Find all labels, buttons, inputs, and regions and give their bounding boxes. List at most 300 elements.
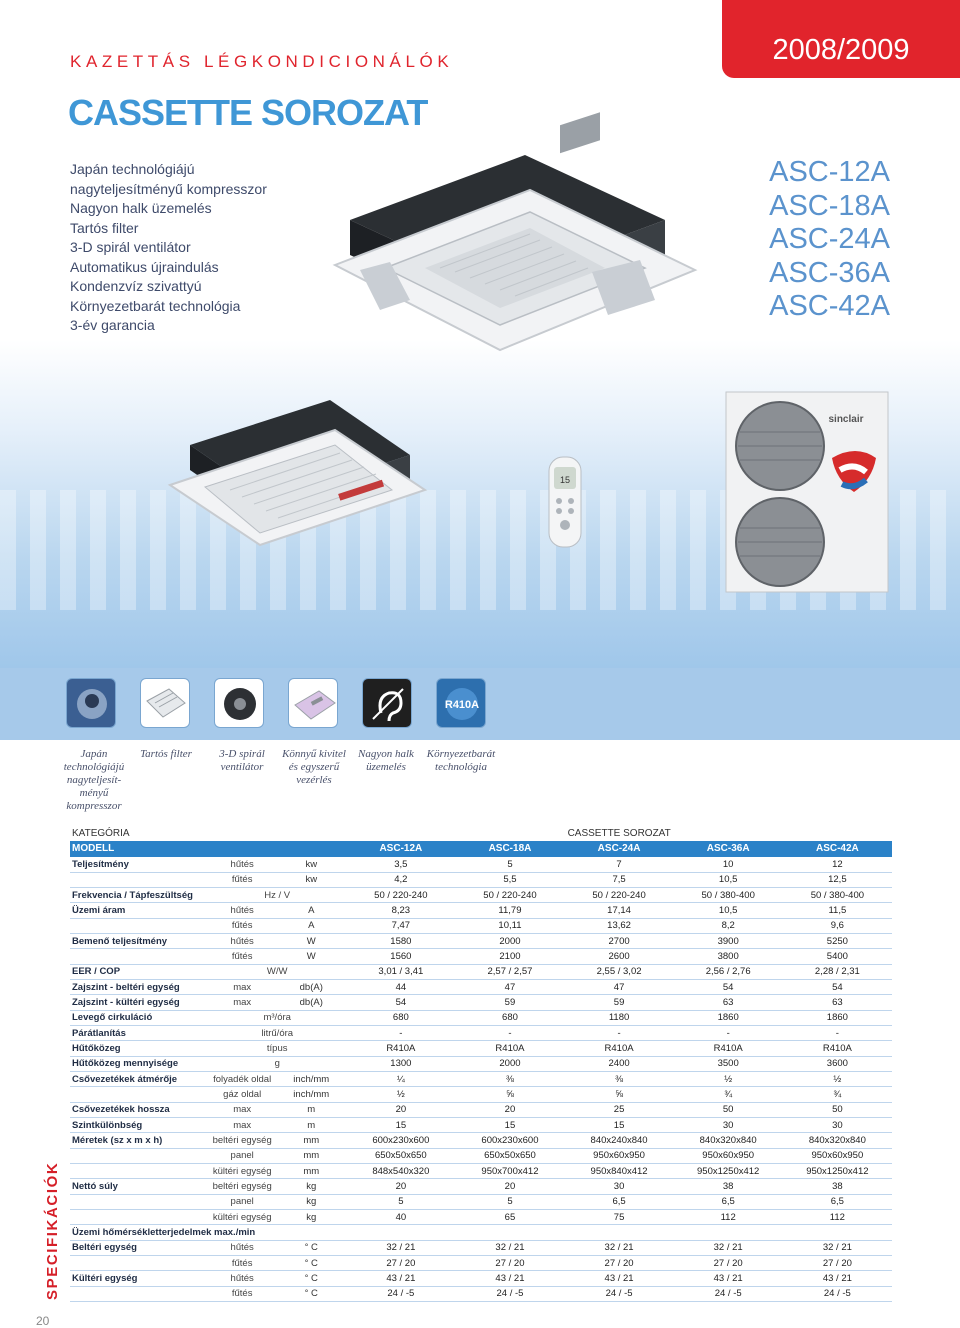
row-unit: m xyxy=(276,1102,346,1117)
row-label: Beltéri egység xyxy=(70,1240,208,1255)
row-label: Zajszint - beltéri egység xyxy=(70,979,208,994)
table-cell: 10 xyxy=(674,857,783,872)
table-cell: 2,56 / 2,76 xyxy=(674,964,783,979)
quiet-icon xyxy=(362,678,412,728)
table-cell: 20 xyxy=(455,1102,564,1117)
row-label xyxy=(70,1148,208,1163)
filter-icon xyxy=(140,678,190,728)
table-cell: 63 xyxy=(674,995,783,1010)
table-cell: 24 / -5 xyxy=(346,1286,455,1301)
feature-caption: Japán technológiájú nagyteljesít-ményű kompresszor xyxy=(63,748,125,812)
row-unit: kw xyxy=(276,857,346,872)
table-cell: 27 / 20 xyxy=(346,1256,455,1271)
row-label: Párátlanítás xyxy=(70,1025,208,1040)
row-sublabel: max xyxy=(208,995,276,1010)
feature-item: Környezetbarát technológia xyxy=(70,297,241,314)
table-cell: 59 xyxy=(565,995,674,1010)
table-cell: 50 / 380-400 xyxy=(783,887,892,902)
table-cell: 5400 xyxy=(783,949,892,964)
table-cell: 54 xyxy=(346,995,455,1010)
feature-list xyxy=(70,160,267,336)
category-label: KATEGÓRIA xyxy=(72,828,130,840)
row-sublabel: hűtés xyxy=(208,1271,276,1286)
table-cell: 5250 xyxy=(783,933,892,948)
table-cell: 44 xyxy=(346,979,455,994)
row-sublabel: gáz oldal xyxy=(208,1087,276,1102)
row-label: Méretek (sz x m x h) xyxy=(70,1133,208,1148)
row-unit: db(A) xyxy=(276,995,346,1010)
row-sublabel: panel xyxy=(208,1194,276,1209)
table-cell: R410A xyxy=(783,1041,892,1056)
table-cell: 950x700x412 xyxy=(455,1164,564,1179)
table-row xyxy=(70,1225,892,1240)
row-unit: ° C xyxy=(276,1256,346,1271)
table-cell: 950x60x950 xyxy=(783,1148,892,1163)
table-cell: 650x50x650 xyxy=(455,1148,564,1163)
row-unit: kg xyxy=(276,1210,346,1225)
table-cell: R410A xyxy=(565,1041,674,1056)
row-label xyxy=(70,949,208,964)
row-unit: ° C xyxy=(276,1286,346,1301)
table-cell: 27 / 20 xyxy=(455,1256,564,1271)
table-cell: 59 xyxy=(455,995,564,1010)
model-item: ASC-42A xyxy=(769,290,890,322)
row-unit xyxy=(276,1225,346,1240)
table-cell: 20 xyxy=(455,1179,564,1194)
table-cell: 30 xyxy=(783,1118,892,1133)
table-cell: 20 xyxy=(346,1102,455,1117)
table-cell: 43 / 21 xyxy=(346,1271,455,1286)
row-label xyxy=(70,1194,208,1209)
row-label: Üzemi hőmérsékletterjedelmek max./min xyxy=(70,1225,208,1240)
table-row xyxy=(70,1194,892,1209)
row-label: Levegő cirkuláció xyxy=(70,1010,208,1025)
row-label: Üzemi áram xyxy=(70,903,208,918)
feature-item: Kondenzvíz szivattyú xyxy=(70,278,202,294)
table-cell xyxy=(565,1225,674,1240)
row-sublabel: max xyxy=(208,979,276,994)
table-cell: 5,5 xyxy=(455,872,564,887)
table-cell: 680 xyxy=(346,1010,455,1025)
row-sublabel: beltéri egység xyxy=(208,1179,276,1194)
cassette-unit-large-image xyxy=(330,150,700,400)
row-label: Szintkülönbség xyxy=(70,1118,208,1133)
table-cell: 2400 xyxy=(565,1056,674,1071)
row-label: Kültéri egység xyxy=(70,1271,208,1286)
feature-caption: Könnyű kivitel és egyszerű vezérlés xyxy=(282,748,346,786)
table-cell: - xyxy=(455,1025,564,1040)
table-cell: 1300 xyxy=(346,1056,455,1071)
row-sublabel: fűtés xyxy=(208,949,276,964)
table-cell: 65 xyxy=(455,1210,564,1225)
table-cell: 112 xyxy=(783,1210,892,1225)
series-label: CASSETTE SOROZAT xyxy=(567,828,671,840)
table-cell xyxy=(346,1225,455,1240)
table-row xyxy=(70,1286,892,1301)
table-cell: 6,5 xyxy=(565,1194,674,1209)
table-row xyxy=(70,1041,892,1056)
table-cell: 30 xyxy=(674,1118,783,1133)
row-unit: mm xyxy=(276,1148,346,1163)
table-cell: 7,5 xyxy=(565,872,674,887)
row-sublabel: fűtés xyxy=(208,1256,276,1271)
table-cell: 8,2 xyxy=(674,918,783,933)
table-cell: 54 xyxy=(783,979,892,994)
row-label: Teljesítmény xyxy=(70,857,208,872)
table-cell: 680 xyxy=(455,1010,564,1025)
table-cell: 950x1250x412 xyxy=(783,1164,892,1179)
table-cell: 950x840x412 xyxy=(565,1164,674,1179)
table-row xyxy=(70,1148,892,1163)
table-cell xyxy=(783,1225,892,1240)
table-cell: 3800 xyxy=(674,949,783,964)
table-cell: 63 xyxy=(783,995,892,1010)
table-row xyxy=(70,1179,892,1194)
table-cell: 3900 xyxy=(674,933,783,948)
row-label xyxy=(70,1256,208,1271)
table-cell: 600x230x600 xyxy=(455,1133,564,1148)
table-cell: 6,5 xyxy=(674,1194,783,1209)
row-sublabel: g xyxy=(208,1056,346,1071)
spec-table xyxy=(70,826,892,1302)
table-cell: 27 / 20 xyxy=(783,1256,892,1271)
table-cell: 24 / -5 xyxy=(455,1286,564,1301)
table-row xyxy=(70,1118,892,1133)
table-cell: 10,5 xyxy=(674,903,783,918)
table-cell: 25 xyxy=(565,1102,674,1117)
table-row xyxy=(70,887,892,902)
table-cell: 15 xyxy=(346,1118,455,1133)
table-cell: 1860 xyxy=(783,1010,892,1025)
feature-item: nagyteljesítményű kompresszor xyxy=(70,180,267,197)
table-cell: 43 / 21 xyxy=(565,1271,674,1286)
table-cell: 43 / 21 xyxy=(455,1271,564,1286)
model-header-label: MODELL xyxy=(70,841,346,856)
table-cell: 950x1250x412 xyxy=(674,1164,783,1179)
table-row xyxy=(70,857,892,872)
table-cell: 950x60x950 xyxy=(565,1148,674,1163)
table-cell: ⅝ xyxy=(565,1087,674,1102)
row-label xyxy=(70,1210,208,1225)
row-label: Zajszint - kültéri egység xyxy=(70,995,208,1010)
model-item: ASC-18A xyxy=(769,189,890,222)
table-cell: 27 / 20 xyxy=(565,1256,674,1271)
model-column-header: ASC-24A xyxy=(565,841,674,856)
table-cell xyxy=(674,1225,783,1240)
row-sublabel: fűtés xyxy=(208,918,276,933)
table-row xyxy=(70,979,892,994)
row-unit: kg xyxy=(276,1194,346,1209)
table-cell: 27 / 20 xyxy=(674,1256,783,1271)
table-cell: 840x320x840 xyxy=(674,1133,783,1148)
table-cell: 50 / 220-240 xyxy=(565,887,674,902)
table-cell: 24 / -5 xyxy=(565,1286,674,1301)
table-cell: 17,14 xyxy=(565,903,674,918)
remote-display: 15 xyxy=(559,475,571,485)
table-cell: 30 xyxy=(565,1179,674,1194)
row-unit: m xyxy=(276,1118,346,1133)
feature-icon-row xyxy=(66,678,496,730)
table-cell: 2000 xyxy=(455,933,564,948)
row-unit: ° C xyxy=(276,1271,346,1286)
table-cell: 24 / -5 xyxy=(783,1286,892,1301)
year-label: 2008/2009 xyxy=(772,34,910,66)
row-sublabel: Hz / V xyxy=(208,887,346,902)
row-label xyxy=(70,1286,208,1301)
row-unit: W xyxy=(276,949,346,964)
fan-icon xyxy=(214,678,264,728)
cassette-unit-small-image xyxy=(160,395,430,585)
row-label xyxy=(70,918,208,933)
row-label: Hűtőközeg mennyisége xyxy=(70,1056,208,1071)
feature-item: 3-év garancia xyxy=(70,317,155,333)
row-label: Csővezetékek hossza xyxy=(70,1102,208,1117)
table-cell: 848x540x320 xyxy=(346,1164,455,1179)
model-item: ASC-24A xyxy=(769,223,890,255)
row-unit: ° C xyxy=(276,1240,346,1255)
row-unit: W xyxy=(276,933,346,948)
table-cell: 50 / 220-240 xyxy=(455,887,564,902)
table-cell: R410A xyxy=(346,1041,455,1056)
table-row xyxy=(70,995,892,1010)
feature-caption: Nagyon halk üzemelés xyxy=(358,748,414,773)
table-cell: 50 / 380-400 xyxy=(674,887,783,902)
table-cell: ½ xyxy=(674,1072,783,1087)
table-cell: 50 xyxy=(674,1102,783,1117)
remote-control-image xyxy=(545,455,585,550)
table-cell: 15 xyxy=(455,1118,564,1133)
table-cell xyxy=(455,1225,564,1240)
row-label: Csővezetékek átmérője xyxy=(70,1072,208,1087)
feature-item: Tartós filter xyxy=(70,219,139,236)
table-cell: 112 xyxy=(674,1210,783,1225)
brand-label: sinclair xyxy=(828,414,864,425)
table-row xyxy=(70,1056,892,1071)
feature-caption: 3-D spirál ventilátor xyxy=(219,748,265,773)
table-cell: 12 xyxy=(783,857,892,872)
table-cell: 840x320x840 xyxy=(783,1133,892,1148)
table-cell: 50 xyxy=(783,1102,892,1117)
table-row xyxy=(70,1010,892,1025)
row-label xyxy=(70,1087,208,1102)
row-sublabel: max xyxy=(208,1102,276,1117)
table-cell: 1560 xyxy=(346,949,455,964)
row-label: EER / COP xyxy=(70,964,208,979)
row-sublabel: fűtés xyxy=(208,872,276,887)
row-sublabel: kültéri egység xyxy=(208,1164,276,1179)
row-sublabel: kültéri egység xyxy=(208,1210,276,1225)
table-row xyxy=(70,1210,892,1225)
table-cell: 15 xyxy=(565,1118,674,1133)
table-cell: 47 xyxy=(565,979,674,994)
row-label: Bemenő teljesítmény xyxy=(70,933,208,948)
table-cell: 32 / 21 xyxy=(455,1240,564,1255)
outdoor-unit-image xyxy=(720,388,900,598)
table-cell: 2100 xyxy=(455,949,564,964)
table-cell: 840x240x840 xyxy=(565,1133,674,1148)
table-cell: 4,2 xyxy=(346,872,455,887)
row-unit: kg xyxy=(276,1179,346,1194)
table-cell: ¼ xyxy=(346,1072,455,1087)
table-row xyxy=(70,949,892,964)
model-item: ASC-12A xyxy=(769,156,890,188)
table-cell: 12,5 xyxy=(783,872,892,887)
row-sublabel: hűtés xyxy=(208,933,276,948)
table-row xyxy=(70,1072,892,1087)
table-cell: R410A xyxy=(674,1041,783,1056)
feature-item: Nagyon halk üzemelés xyxy=(70,200,212,216)
row-sublabel: panel xyxy=(208,1148,276,1163)
table-cell: 10,11 xyxy=(455,918,564,933)
table-cell: 43 / 21 xyxy=(674,1271,783,1286)
table-cell: ½ xyxy=(346,1087,455,1102)
feature-caption: Tartós filter xyxy=(140,748,192,760)
table-cell: 32 / 21 xyxy=(565,1240,674,1255)
table-cell: 75 xyxy=(565,1210,674,1225)
table-cell: ¾ xyxy=(674,1087,783,1102)
table-cell: ¾ xyxy=(783,1087,892,1102)
table-row xyxy=(70,1164,892,1179)
table-cell: ⅝ xyxy=(455,1087,564,1102)
row-unit: mm xyxy=(276,1164,346,1179)
table-cell: 3500 xyxy=(674,1056,783,1071)
table-cell: 38 xyxy=(674,1179,783,1194)
eco-icon xyxy=(436,678,486,728)
row-sublabel: litrű/óra xyxy=(208,1025,346,1040)
page-title: CASSETTE SOROZAT xyxy=(68,92,428,133)
table-cell: 600x230x600 xyxy=(346,1133,455,1148)
table-cell: 5 xyxy=(455,1194,564,1209)
page-number: 20 xyxy=(36,1314,50,1328)
table-cell: 3,01 / 3,41 xyxy=(346,964,455,979)
feature-item: 3-D spirál ventilátor xyxy=(70,239,191,255)
model-column-header: ASC-12A xyxy=(346,841,455,856)
model-column-header: ASC-18A xyxy=(455,841,564,856)
table-cell: ⅜ xyxy=(455,1072,564,1087)
table-cell: 11,5 xyxy=(783,903,892,918)
table-cell: 3600 xyxy=(783,1056,892,1071)
feature-caption: Környezetbarát technológia xyxy=(426,748,496,773)
table-cell: 2,55 / 3,02 xyxy=(565,964,674,979)
table-row xyxy=(70,903,892,918)
row-unit: db(A) xyxy=(276,979,346,994)
table-cell: ½ xyxy=(783,1072,892,1087)
table-row xyxy=(70,1271,892,1286)
table-row xyxy=(70,872,892,887)
table-row xyxy=(70,1025,892,1040)
table-row xyxy=(70,964,892,979)
row-label: Frekvencia / Tápfeszültség xyxy=(70,887,208,902)
table-cell: 20 xyxy=(346,1179,455,1194)
control-icon xyxy=(288,678,338,728)
model-column-header: ASC-36A xyxy=(674,841,783,856)
table-cell: 7 xyxy=(565,857,674,872)
table-cell: 2000 xyxy=(455,1056,564,1071)
table-row xyxy=(70,1256,892,1271)
table-cell: 5 xyxy=(346,1194,455,1209)
feature-item: Japán technológiájú xyxy=(70,161,195,177)
table-cell: 1580 xyxy=(346,933,455,948)
feature-captions xyxy=(54,748,524,818)
table-cell: 1180 xyxy=(565,1010,674,1025)
table-header-row xyxy=(70,841,892,856)
table-cell: 2700 xyxy=(565,933,674,948)
row-sublabel: W/W xyxy=(208,964,346,979)
table-cell: 38 xyxy=(783,1179,892,1194)
model-item: ASC-36A xyxy=(769,256,890,289)
table-cell: 8,23 xyxy=(346,903,455,918)
table-row xyxy=(70,933,892,948)
row-unit: kw xyxy=(276,872,346,887)
table-row xyxy=(70,918,892,933)
year-badge xyxy=(722,0,960,78)
row-sublabel: folyadék oldal xyxy=(208,1072,276,1087)
table-cell: - xyxy=(674,1025,783,1040)
table-cell: 2600 xyxy=(565,949,674,964)
row-unit: inch/mm xyxy=(276,1072,346,1087)
table-row xyxy=(70,1240,892,1255)
table-category-row xyxy=(70,826,892,841)
table-cell: 40 xyxy=(346,1210,455,1225)
table-cell: - xyxy=(565,1025,674,1040)
row-label xyxy=(70,1164,208,1179)
table-cell: 3,5 xyxy=(346,857,455,872)
table-row xyxy=(70,1133,892,1148)
table-cell: - xyxy=(346,1025,455,1040)
model-list xyxy=(769,156,890,324)
row-sublabel: max xyxy=(208,1118,276,1133)
table-cell: 1860 xyxy=(674,1010,783,1025)
table-row xyxy=(70,1087,892,1102)
table-cell: 2,28 / 2,31 xyxy=(783,964,892,979)
table-cell: 50 / 220-240 xyxy=(346,887,455,902)
row-unit: A xyxy=(276,903,346,918)
table-cell: - xyxy=(783,1025,892,1040)
row-sublabel: m³/óra xyxy=(208,1010,346,1025)
table-cell: 32 / 21 xyxy=(346,1240,455,1255)
table-cell: 24 / -5 xyxy=(674,1286,783,1301)
row-label: Hűtőközeg xyxy=(70,1041,208,1056)
row-unit: mm xyxy=(276,1133,346,1148)
table-cell: 13,62 xyxy=(565,918,674,933)
table-cell: ⅜ xyxy=(565,1072,674,1087)
table-cell: 32 / 21 xyxy=(783,1240,892,1255)
row-sublabel: hűtés xyxy=(208,1240,276,1255)
table-cell: 650x50x650 xyxy=(346,1148,455,1163)
page-subtitle: KAZETTÁS LÉGKONDICIONÁLÓK xyxy=(70,52,454,71)
table-row xyxy=(70,1102,892,1117)
model-column-header: ASC-42A xyxy=(783,841,892,856)
row-label xyxy=(70,872,208,887)
compressor-icon xyxy=(66,678,116,728)
feature-item: Automatikus újraindulás xyxy=(70,258,219,275)
table-cell: 950x60x950 xyxy=(674,1148,783,1163)
row-sublabel: típus xyxy=(208,1041,346,1056)
section-side-label: SPECIFIKÁCIÓK xyxy=(44,1161,61,1300)
row-sublabel: hűtés xyxy=(208,857,276,872)
table-cell: 7,47 xyxy=(346,918,455,933)
table-cell: 10,5 xyxy=(674,872,783,887)
table-cell: 47 xyxy=(455,979,564,994)
row-label: Nettó súly xyxy=(70,1179,208,1194)
refrigerant-badge: R410A xyxy=(444,699,480,711)
row-unit: inch/mm xyxy=(276,1087,346,1102)
table-cell: 32 / 21 xyxy=(674,1240,783,1255)
table-cell: 9,6 xyxy=(783,918,892,933)
table-cell: 2,57 / 2,57 xyxy=(455,964,564,979)
row-sublabel: beltéri egység xyxy=(208,1133,276,1148)
table-cell: 6,5 xyxy=(783,1194,892,1209)
